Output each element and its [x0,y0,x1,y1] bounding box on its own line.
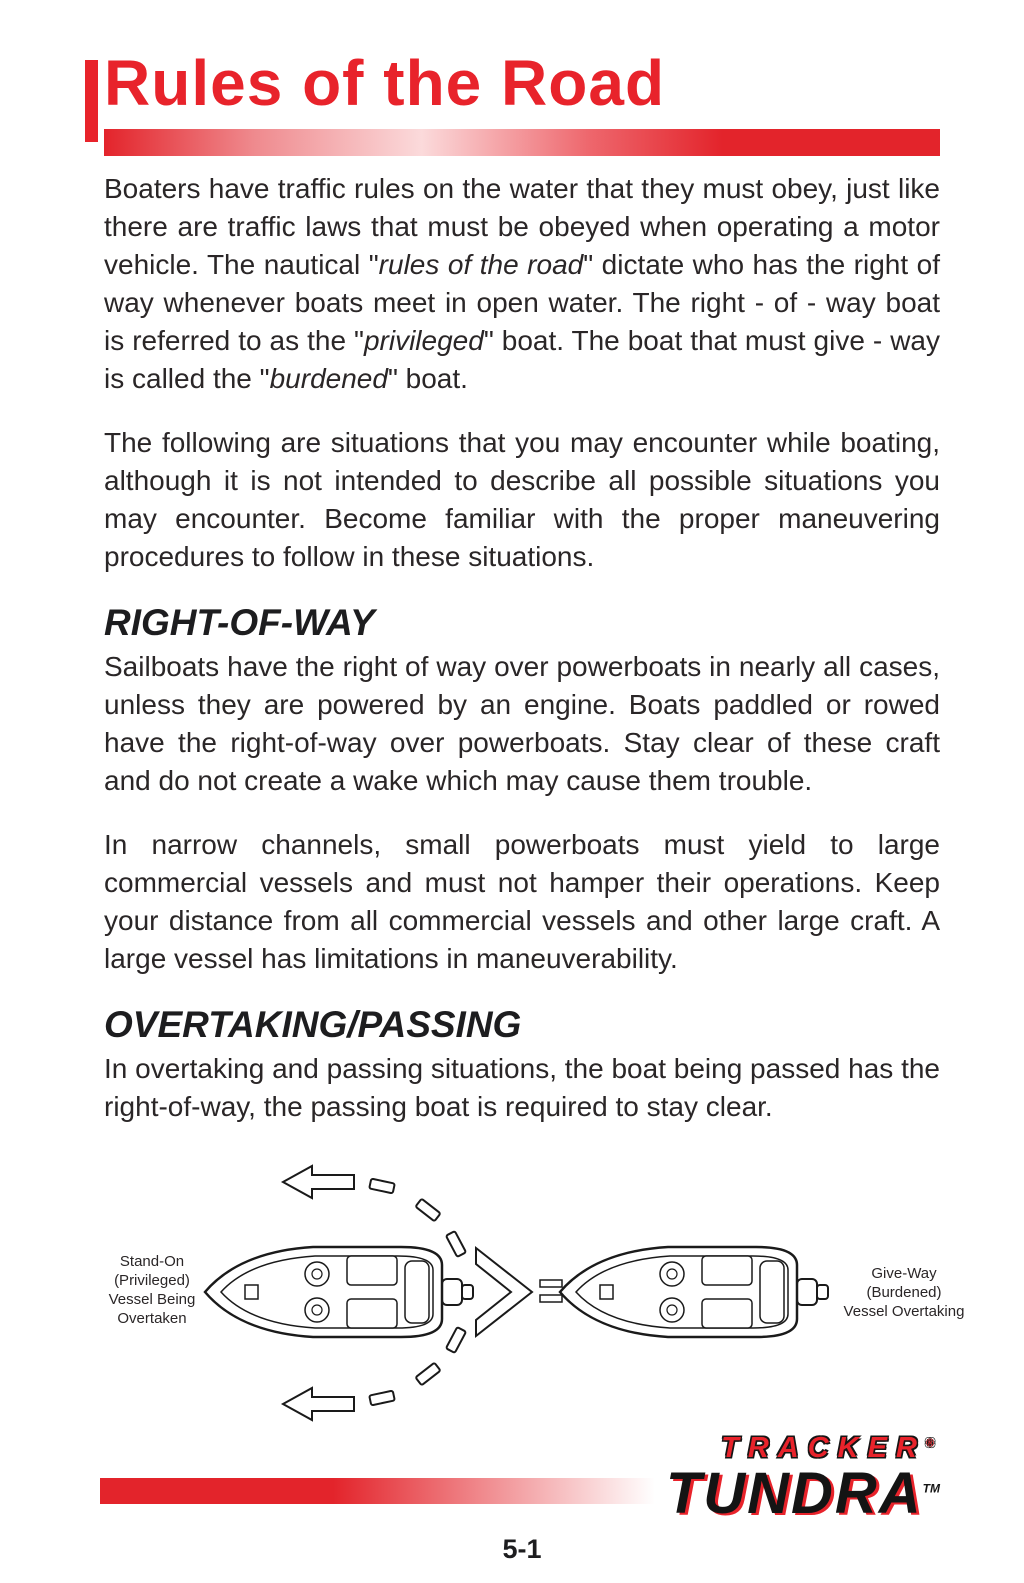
intro-paragraph-2: The following are situations that you may encounter while boating, although it is not intended to describe all possible situations you may encounter. Become familiar with the proper maneuvering procedures to follow in these situations. [104,427,940,573]
stand-on-vessel-boat [205,1247,473,1337]
page-title: Rules of the Road [104,47,666,119]
header-gradient-bar [104,129,940,156]
stand-on-vessel-label: Stand-On (Privileged) Vessel Being Overtaken [108,1253,196,1328]
page-header [104,47,940,156]
tundra-wordmark: TUNDRA™ [665,1461,940,1527]
page-footer [0,1432,1024,1527]
section-heading-right-of-way: RIGHT-OF-WAY [104,602,375,644]
give-way-vessel-boat [560,1247,828,1337]
tracker-tundra-logo [665,1432,940,1527]
dashed-route-top [369,1179,466,1257]
route-speed-bars [540,1280,562,1302]
page-number: 5-1 [502,1534,542,1565]
registered-mark: ® [925,1437,934,1450]
pass-route-arrow-bottom [283,1388,354,1420]
pass-route-arrow-top [283,1166,354,1198]
trademark-mark: TM [922,1481,940,1496]
route-split-chevron [476,1248,532,1336]
give-way-vessel-label: Give-Way (Burdened) Vessel Overtaking [843,1265,965,1321]
overtaking-paragraph-1: In overtaking and passing situations, the boat being passed has the right-of-way, the passing boat is required to stay clear. [104,1053,940,1123]
section-heading-overtaking: OVERTAKING/PASSING [104,1004,522,1046]
dashed-route-bottom [369,1327,466,1405]
header-accent-bar [85,60,98,142]
intro-paragraph-1: Boaters have traffic rules on the water that they must obey, just like there are traffic laws that must be obeyed when operating a motor vehicle. The nautical "rules of the road" dictate who has the right of way whenever boats meet in open water. The right - of - way boat is referred to as the "privileged" boat. The boat that must give - way is called the "burdened" boat. [104,173,940,395]
tracker-wordmark: TRACKER® [721,1432,934,1465]
footer-gradient-bar [100,1478,655,1504]
right-of-way-paragraph-1: Sailboats have the right of way over powerboats in nearly all cases, unless they are powered by an engine. Boats paddled or rowed have the right-of-way over powerboats. Stay clear of these craft and do not create a wake which may cause them trouble. [104,651,940,797]
right-of-way-paragraph-2: In narrow channels, small powerboats must yield to large commercial vessels and must not hamper their operations. Keep your distance from all commercial vessels and other large craft. A large vessel has limitations in maneuverability. [104,829,940,975]
overtaking-diagram [0,1152,1024,1442]
